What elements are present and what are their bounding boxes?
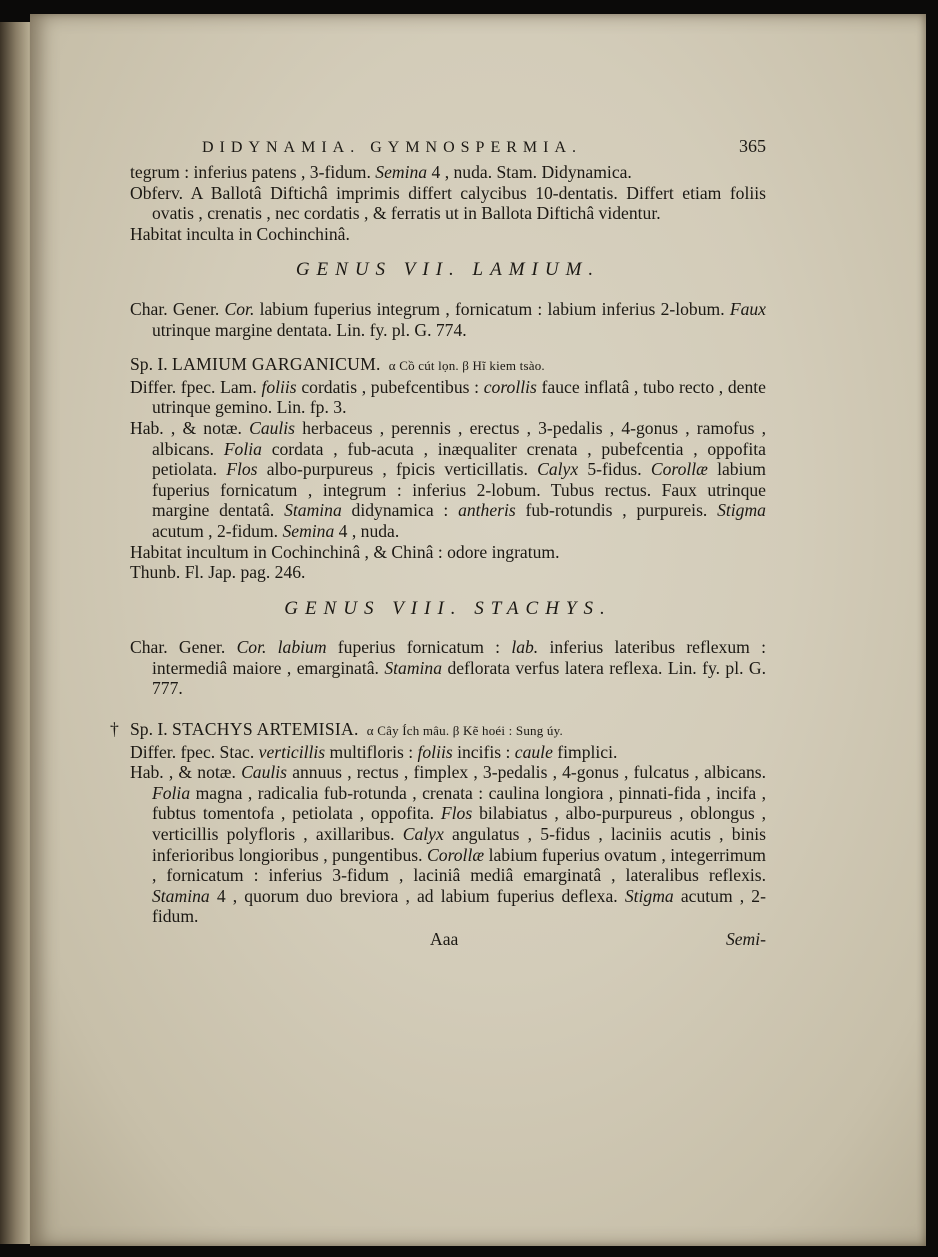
habitat-line: Habitat inculta in Cochinchinâ.: [130, 223, 350, 244]
dagger-mark: †: [110, 719, 119, 740]
description-paragraph-stachys: Hab. , & notæ. Caulis annuus , rectus , fimplex , 3-pedalis , 4-gonus , fulcatus , albicans. Folia magna , radicalia fub-rotunda , crenata : caulina longiora , pinnati-fida , incifa , fubtus tomentofa , petiolata , oppofita. Flos bilabiatus , albo-purpureus , oblongus , verticillis polyfloris , axillaribus. Calyx angulatus , 5-fidus , laciniis acutis , binis inferioribus longioribus , pungentibus. Corollæ labium fuperius ovatum , integerrimum , fornicatum : inferius 3-fidum , laciniâ mediâ emarginatâ , lateralibus reflexis. Stamina 4 , quorum duo breviora , ad labium fuperius deflexa. Stigma acutum , 2-fidum.: [130, 762, 767, 927]
page-footer: [130, 929, 766, 951]
vernacular-names: α Cây Ích mâu. β Kẽ hoéi : Sung úy.: [366, 723, 563, 739]
vernacular-names: α Cồ cút lọn. β Hĩ kiem tsào.: [388, 358, 545, 374]
species-heading-lamium: Sp. I. LAMIUM GARGANICUM. α Cồ cút lọn. β Hĩ kiem tsào.: [130, 354, 545, 375]
page-text: [110, 136, 767, 951]
genus-heading-lamium: GENUS VII. LAMIUM.: [295, 259, 601, 281]
observation-paragraph: Obferv. A Ballotâ Diftichâ imprimis differt calycibus 10-dentatis. Differt etiam foliis ovatis , crenatis , nec cordatis , & ferratis ut in Ballota Diftichâ videntur.: [130, 182, 766, 224]
page-number: 365: [739, 136, 766, 156]
habitat-line-lamium: Habitat incultum in Cochinchinâ , & Chinâ : odore ingratum.: [130, 541, 560, 562]
catchword: Semi-: [725, 929, 766, 949]
genus-heading-stachys: GENUS VIII. STACHYS.: [284, 597, 612, 619]
differentia-paragraph-lamium: Differ. fpec. Lam. foliis cordatis , pubefcentibus : corollis fauce inflatâ , tubo recto , dente utrinque gemino. Lin. fp. 3.: [130, 376, 766, 418]
species-heading-stachys: † Sp. I. STACHYS ARTEMISIA. α Cây Ích mâu. β Kẽ hoéi : Sung úy.: [110, 719, 563, 740]
differentia-paragraph-stachys: Differ. fpec. Stac. verticillis multifloris : foliis incifis : caule fimplici.: [130, 741, 618, 762]
reference-line: Thunb. Fl. Jap. pag. 246.: [130, 562, 306, 583]
character-paragraph-stachys: Char. Gener. Cor. labium fuperius fornicatum : lab. inferius lateribus reflexum : intermediâ maiore , emarginatâ. Stamina deflorata verfus latera reflexa. Lin. fy. pl. G. 777.: [130, 637, 767, 699]
running-header: [202, 138, 766, 162]
running-title: DIDYNAMIA. GYMNOSPERMIA.: [202, 139, 583, 156]
continuation-paragraph: tegrum : inferius patens , 3-fidum. Semina 4 , nuda. Stam. Didynamica.: [130, 162, 632, 182]
signature-mark: Aaa: [430, 929, 459, 949]
description-paragraph-lamium: Hab. , & notæ. Caulis herbaceus , perennis , erectus , 3-pedalis , 4-gonus , ramofus , albicans. Folia cordata , fub-acuta , inæqualiter crenata , pubefcentia , oppofita petiolata. Flos albo-purpureus , fpicis verticillatis. Calyx 5-fidus. Corollæ labium fuperius fornicatum , integrum : inferius 2-lobum. Tubus rectus. Faux utrinque margine dentatâ. Stamina didynamica : antheris fub-rotundis , purpureis. Stigma acutum , 2-fidum. Semina 4 , nuda.: [130, 417, 766, 541]
page-paper: [30, 14, 926, 1246]
character-paragraph-lamium: Char. Gener. Cor. labium fuperius integrum , fornicatum : labium inferius 2-lobum. Faux utrinque margine dentata. Lin. fy. pl. G. 774.: [130, 298, 766, 340]
